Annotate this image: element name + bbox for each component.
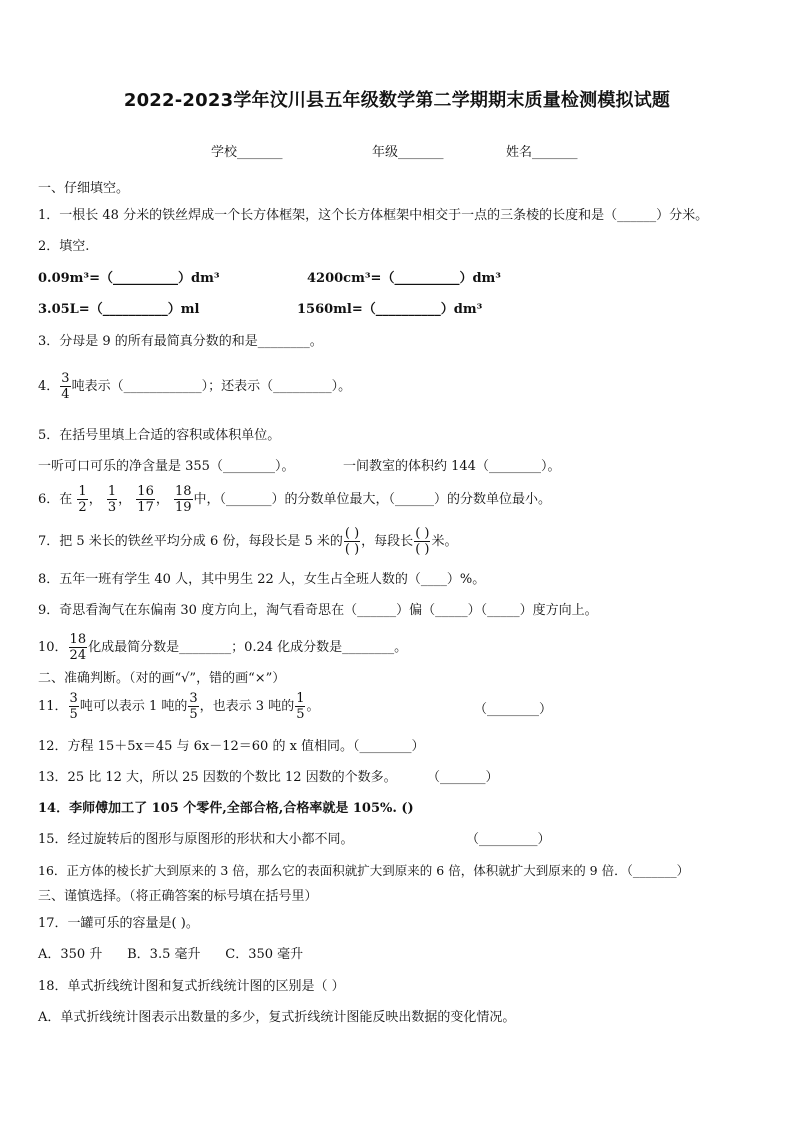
question-number: 4． (38, 379, 60, 394)
question-13-answer[interactable]: （_______） (427, 770, 499, 785)
school-field[interactable]: 学校_______ (211, 145, 283, 160)
question-2-c: 3.05L=（__________）ml (38, 302, 200, 317)
fraction-1-5: $\frac{1}{5}$ (296, 691, 305, 722)
question-4 (38, 371, 351, 402)
fraction-3-5: $\frac{3}{5}$ (189, 691, 198, 722)
fraction-18-24: $\frac{18}{24}$ (69, 632, 87, 663)
question-14: 14．李师傅加工了 105 个零件,全部合格,合格率就是 105%. () (38, 801, 414, 816)
section-heading-fill: 一、仔细填空。 (38, 181, 130, 196)
fraction-18-19: $\frac{18}{19}$ (175, 484, 192, 515)
question-9: 9．奇思看淘气在东偏南 30 度方向上，淘气看奇思在（______）偏（_____）（_____）度方向上。 (38, 603, 598, 618)
fraction-16-17: $\frac{16}{17}$ (137, 484, 154, 515)
question-11-answer[interactable]: （________） (474, 702, 553, 717)
section-heading-judge: 二、准确判断。（对的画“√”，错的画“×”） (38, 671, 286, 686)
question-2-d: 1560ml=（__________）dm³ (297, 302, 483, 317)
question-2-a: 0.09m³=（__________）dm³ (38, 271, 220, 286)
fraction (60, 371, 70, 402)
question-1: 1．一根长 48 分米的铁丝焊成一个长方体框架，这个长方体框架中相交于一点的三条棱的长度和是（______）分米。 (38, 208, 709, 223)
fraction-1-2: $\frac{1}{2}$ (78, 484, 87, 515)
question-16: 16．正方体的棱长扩大到原来的 3 倍，那么它的表面积就扩大到原来的 6 倍，体积就扩大到原来的 9 倍．（_______） (38, 863, 690, 878)
grade-field[interactable]: 年级_______ (372, 145, 444, 160)
question-18: 18．单式折线统计图和复式折线统计图的区别是（ ） (38, 979, 345, 994)
blank-fraction: $\frac{( )}{( )}$ (415, 526, 430, 557)
question-17-options: A．350 升 B．3.5 毫升 C．350 毫升 (38, 947, 304, 962)
question-18-option-a: A．单式折线统计图表示出数量的多少，复式折线统计图能反映出数据的变化情况。 (38, 1010, 516, 1025)
question-text: 吨表示（____________）；还表示（_________）。 (71, 379, 352, 394)
page-title: 2022-2023学年汶川县五年级数学第二学期期末质量检测模拟试题 (123, 90, 671, 111)
question-5-a: 一听可口可乐的净含量是 355（________）。 (38, 459, 295, 474)
question-8: 8．五年一班有学生 40 人，其中男生 22 人，女生占全班人数的（____）%。 (38, 572, 486, 587)
question-number: 11． (38, 699, 68, 714)
question-12: 12．方程 15＋5x＝45 与 6x－12＝60 的 x 值相同。（________） (38, 739, 425, 754)
question-text: 化成最简分数是________；0.24 化成分数是________。 (88, 640, 408, 655)
question-15: 15．经过旋转后的图形与原图形的形状和大小都不同。 (38, 832, 354, 847)
question-number: 6．在 (38, 492, 73, 507)
blank-fraction: $\frac{( )}{( )}$ (344, 526, 360, 557)
question-3: 3．分母是 9 的所有最简真分数的和是________。 (38, 334, 323, 349)
question-15-answer[interactable]: （_________） (466, 832, 551, 847)
question-5-heading: 5．在括号里填上合适的容积或体积单位。 (38, 428, 281, 443)
question-10 (38, 632, 407, 663)
fraction-3-5: $\frac{3}{5}$ (69, 691, 78, 722)
section-heading-choose: 三、谨慎选择。（将正确答案的标号填在括号里） (38, 889, 318, 904)
question-6: 6．在 $\frac{1}{2}$ ， $\frac{1}{3}$ ， $\frac{16}{17}$ ， $\frac{18}{19}$ 中，（_______）的分数单位最大，（______）的分数单位最小。 (38, 484, 552, 515)
question-11: 11． $\frac{3}{5}$ 吨可以表示 1 吨的 $\frac{3}{5}$ ，也表示 3 吨的 $\frac{1}{5}$ 。 (38, 691, 320, 722)
fraction-1-3: $\frac{1}{3}$ (107, 484, 117, 515)
question-2-b: 4200cm³=（__________）dm³ (307, 271, 501, 286)
question-5-b: 一间教室的体积约 144（________）。 (343, 459, 561, 474)
question-text: 中，（_______）的分数单位最大，（______）的分数单位最小。 (193, 492, 552, 507)
question-2-heading: 2．填空. (38, 239, 90, 254)
question-text: 7．把 5 米长的铁丝平均分成 6 份，每段长是 5 米的 (38, 534, 343, 549)
numerator: 3 (61, 371, 70, 386)
question-17: 17．一罐可乐的容量是( )。 (38, 916, 199, 931)
name-field[interactable]: 姓名_______ (506, 145, 578, 160)
question-13: 13．25 比 12 大，所以 25 因数的个数比 12 因数的个数多。 (38, 770, 397, 785)
denominator: 4 (61, 387, 70, 402)
question-7: 7．把 5 米长的铁丝平均分成 6 份，每段长是 5 米的 $\frac{( )}{( )}$ ，每段长 $\frac{( )}{( )}$ 米。 (38, 526, 458, 557)
question-number: 10． (38, 640, 68, 655)
